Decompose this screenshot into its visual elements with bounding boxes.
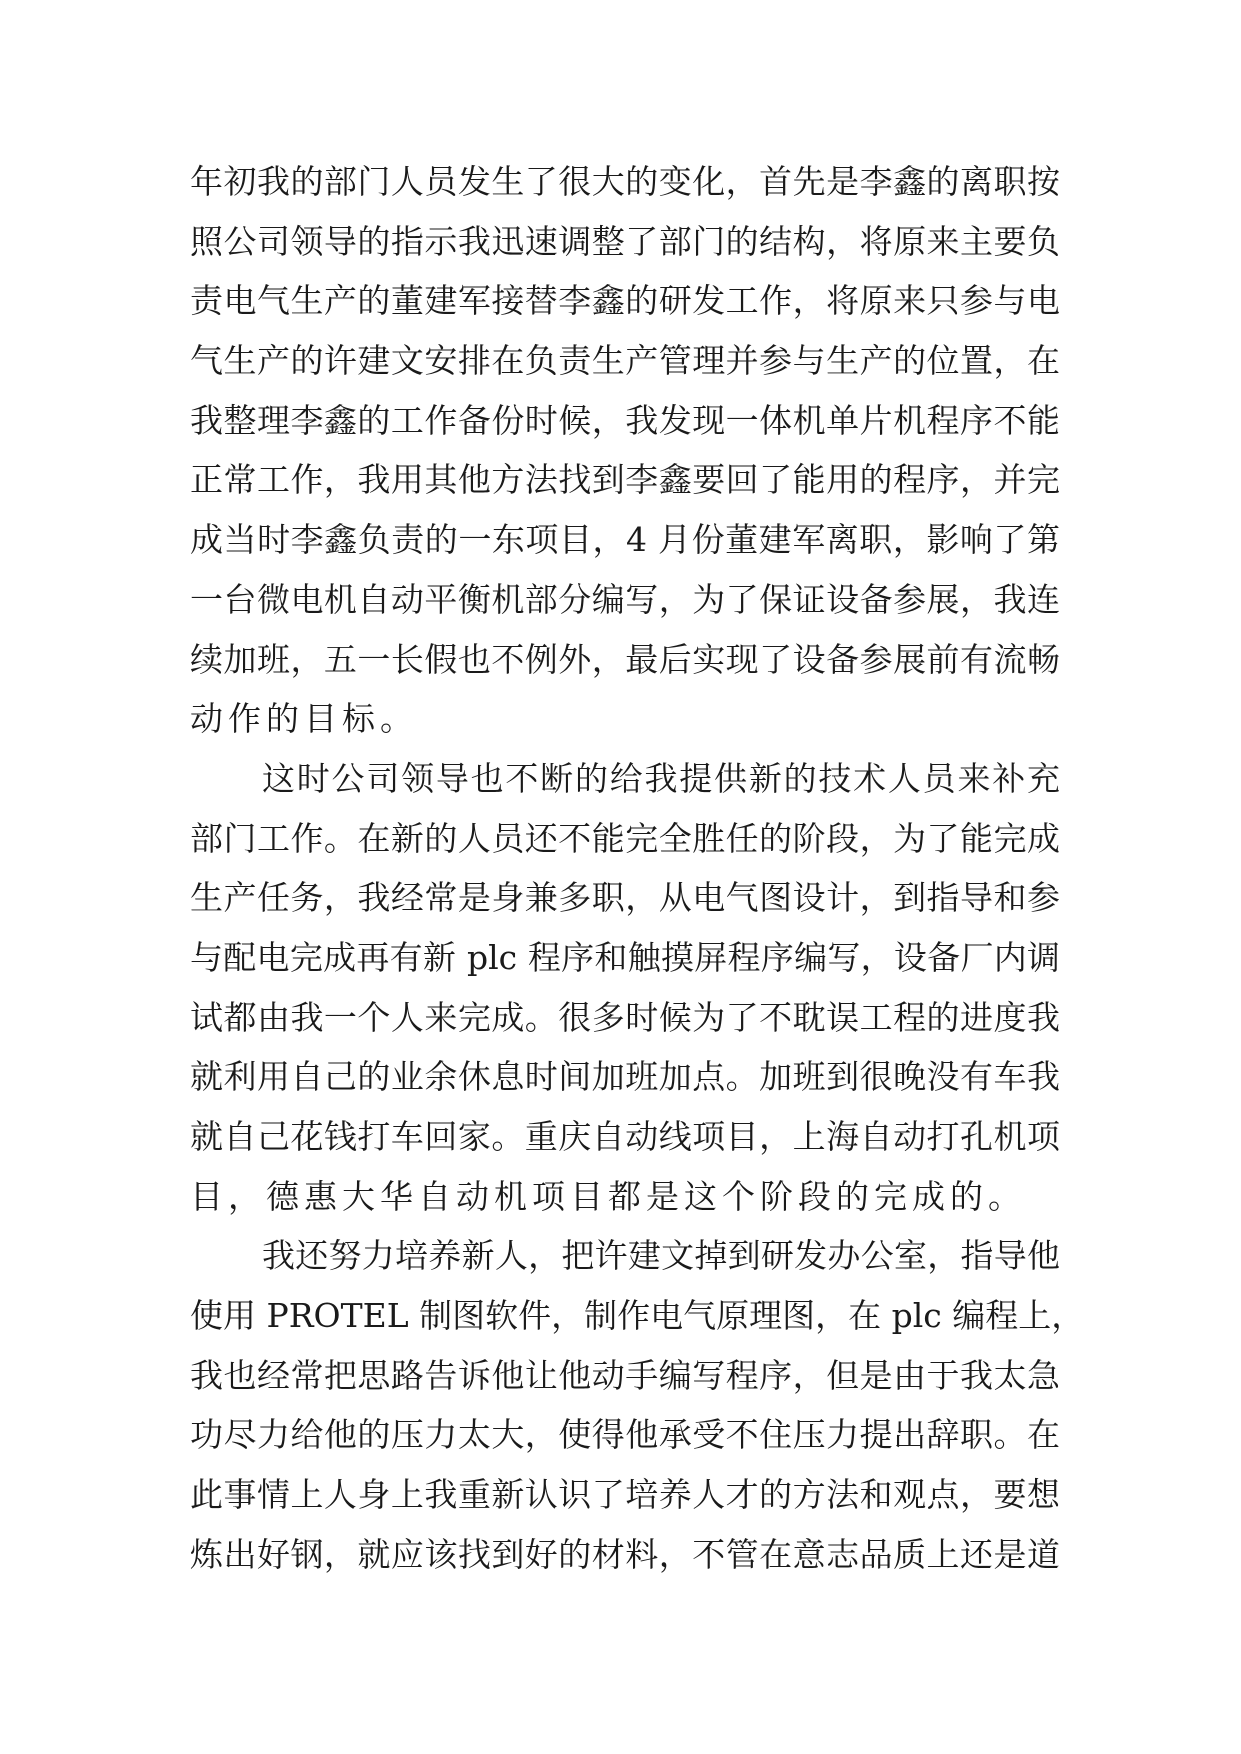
text-line: 正常工作，我用其他方法找到李鑫要回了能用的程序，并完 (190, 460, 1060, 500)
text-line: 使用 PROTEL 制图软件，制作电气原理图，在 plc 编程上， (190, 1296, 1085, 1336)
text-line: 照公司领导的指示我迅速调整了部门的结构，将原来主要负 (190, 221, 1060, 261)
text-line: 与配电完成再有新 plc 程序和触摸屏程序编写，设备厂内调 (190, 937, 1060, 977)
text-line: 试都由我一个人来完成。很多时候为了不耽误工程的进度我 (190, 997, 1060, 1037)
text-line: 成当时李鑫负责的一东项目，4 月份董建军离职，影响了第 (190, 520, 1060, 560)
text-line: 责电气生产的董建军接替李鑫的研发工作，将原来只参与电 (190, 281, 1060, 321)
text-line: 我也经常把思路告诉他让他动手编写程序，但是由于我太急 (190, 1355, 1060, 1395)
body-text (190, 152, 1085, 1585)
text-line: 生产任务，我经常是身兼多职，从电气图设计，到指导和参 (190, 878, 1060, 918)
text-line: 年初我的部门人员发生了很大的变化，首先是李鑫的离职按 (190, 162, 1060, 201)
text-line: 气生产的许建文安排在负责生产管理并参与生产的位置，在 (190, 341, 1060, 381)
paragraph (190, 749, 1060, 1227)
text-line: 功尽力给他的压力太大，使得他承受不住压力提出辞职。在 (190, 1415, 1060, 1455)
text-line: 就自己花钱打车回家。重庆自动线项目，上海自动打孔机项 (190, 1117, 1060, 1156)
text-line: 一台微电机自动平衡机部分编写，为了保证设备参展，我连 (190, 579, 1060, 619)
text-line: 此事情上人身上我重新认识了培养人才的方法和观点，要想 (190, 1475, 1060, 1515)
text-line: 我还努力培养新人，把许建文掉到研发办公室，指导他 (262, 1236, 1060, 1276)
text-line: 我整理李鑫的工作备份时候，我发现一体机单片机程序不能 (190, 400, 1060, 440)
paragraph (190, 1226, 1085, 1584)
text-line: 动作的目标。 (190, 699, 418, 739)
paragraph (190, 152, 1060, 749)
text-line: 炼出好钢，就应该找到好的材料，不管在意志品质上还是道 (190, 1534, 1060, 1574)
text-line: 目，德惠大华自动机项目都是这个阶段的完成的。 (190, 1176, 1026, 1216)
text-line: 这时公司领导也不断的给我提供新的技术人员来补充 (262, 758, 1060, 798)
text-line: 部门工作。在新的人员还不能完全胜任的阶段，为了能完成 (190, 818, 1060, 858)
text-line: 续加班，五一长假也不例外，最后实现了设备参展前有流畅 (190, 639, 1060, 679)
text-line: 就利用自己的业余休息时间加班加点。加班到很晚没有车我 (190, 1057, 1060, 1097)
